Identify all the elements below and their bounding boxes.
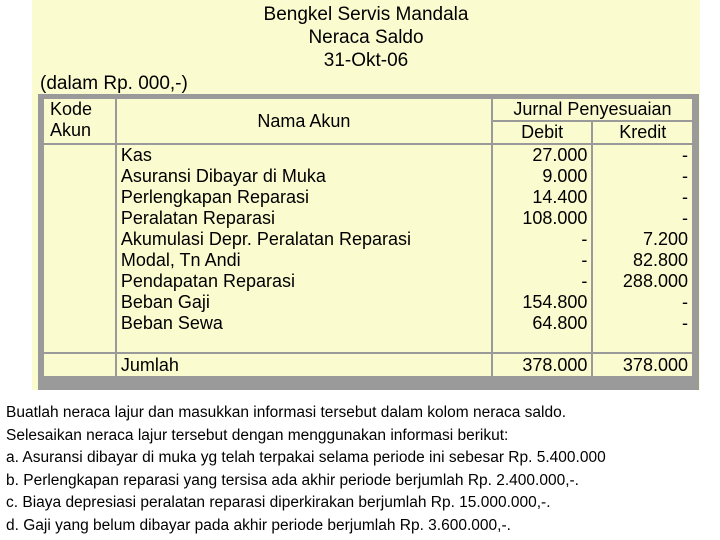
account-name: Pendapatan Reparasi xyxy=(120,271,295,291)
kode-body-cell xyxy=(43,144,116,353)
instruction-line: c. Biaya depresiasi peralatan reparasi diperkirakan berjumlah Rp. 15.000.000,-. xyxy=(6,494,551,511)
debit-value: - xyxy=(581,271,588,291)
col-debit-header: Debit xyxy=(492,121,593,144)
table-total-row xyxy=(43,353,693,377)
table-header-row xyxy=(43,98,693,121)
kredit-value: - xyxy=(682,208,688,228)
debit-value: - xyxy=(581,229,588,249)
kredit-value: 82.800 xyxy=(632,250,688,270)
debit-value: 64.800 xyxy=(532,313,588,333)
unit-note: (dalam Rp. 000,-) xyxy=(40,73,188,94)
col-group-header: Jurnal Penyesuaian xyxy=(492,98,693,121)
table-body-row xyxy=(43,144,693,353)
kredit-value: - xyxy=(682,187,688,207)
debit-value: 108.000 xyxy=(522,208,588,228)
col-kode-header xyxy=(43,98,116,144)
debit-value: 14.400 xyxy=(532,187,588,207)
instruction-line: Buatlah neraca lajur dan masukkan informasi tersebut dalam kolom neraca saldo. xyxy=(6,404,567,421)
debit-value: 27.000 xyxy=(532,145,588,165)
account-name: Asuransi Dibayar di Muka xyxy=(120,166,326,186)
debit-values-cell xyxy=(492,144,593,353)
account-name: Peralatan Reparasi xyxy=(120,208,275,228)
report-title: Neraca Saldo xyxy=(308,27,424,48)
instruction-line: b. Perlengkapan reparasi yang tersisa ada akhir periode berjumlah Rp. 2.400.000,-. xyxy=(6,471,579,489)
debit-value: 9.000 xyxy=(542,166,588,186)
total-label: Jumlah xyxy=(116,353,492,377)
instruction-line: d. Gaji yang belum dibayar pada akhir periode berjumlah Rp. 3.600.000,-. xyxy=(6,516,511,534)
account-name: Beban Sewa xyxy=(120,313,223,333)
col-kode-line1: Kode xyxy=(50,99,93,119)
kredit-value: - xyxy=(682,313,688,333)
kredit-value: - xyxy=(682,166,688,186)
kredit-value: 288.000 xyxy=(622,271,688,291)
report-date: 31-Okt-06 xyxy=(323,50,409,71)
account-names-cell xyxy=(116,144,492,353)
company-name: Bengkel Servis Mandala xyxy=(263,4,469,25)
instruction-line: Selesaikan neraca lajur tersebut dengan menggunakan informasi berikut: xyxy=(6,426,509,444)
kredit-value: 7.200 xyxy=(642,229,688,249)
col-nama-header: Nama Akun xyxy=(116,98,492,144)
total-debit: 378.000 xyxy=(492,353,593,377)
trial-balance-table xyxy=(42,97,694,378)
col-kode-line2: Akun xyxy=(50,120,92,140)
kredit-value: - xyxy=(682,292,688,312)
account-name: Perlengkapan Reparasi xyxy=(120,187,309,207)
account-name: Akumulasi Depr. Peralatan Reparasi xyxy=(120,229,412,249)
account-name: Kas xyxy=(120,145,152,165)
col-kredit-header: Kredit xyxy=(592,121,693,144)
total-kredit: 378.000 xyxy=(592,353,693,377)
kode-total-cell xyxy=(43,353,116,377)
instructions-text xyxy=(6,402,606,537)
kredit-value: - xyxy=(682,145,688,165)
kredit-values-cell xyxy=(592,144,693,353)
debit-value: 154.800 xyxy=(522,292,588,312)
account-name: Modal, Tn Andi xyxy=(120,250,241,270)
debit-value: - xyxy=(581,250,588,270)
account-name: Beban Gaji xyxy=(120,292,210,312)
instruction-line: a. Asuransi dibayar di muka yg telah terpakai selama periode ini sebesar Rp. 5.400.000 xyxy=(6,449,606,466)
